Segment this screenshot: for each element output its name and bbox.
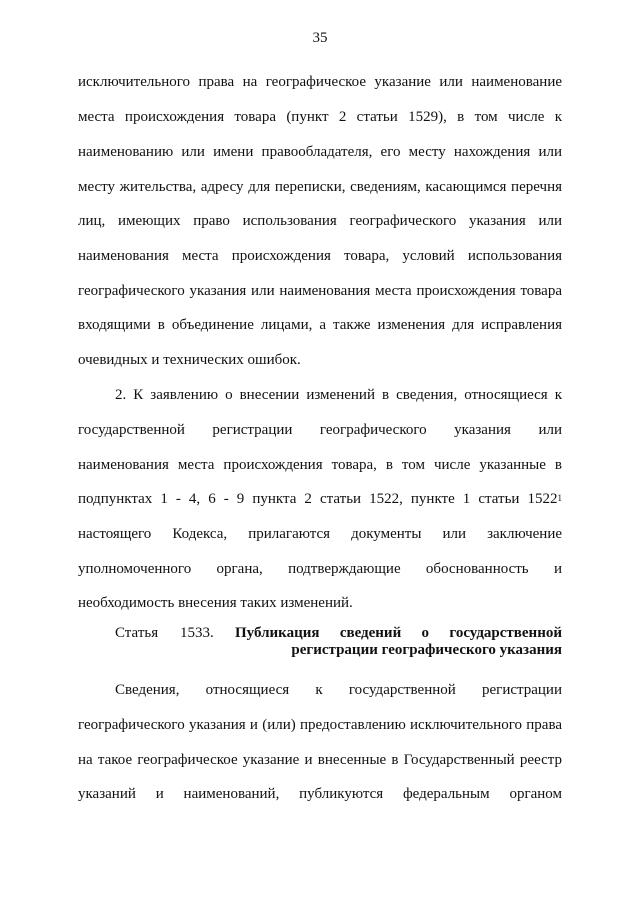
superscript: 1 (557, 493, 562, 503)
article-label: Статья (115, 625, 159, 641)
paragraph-line: лиц, имеющих право использования географического указания или (78, 213, 562, 229)
paragraph-line: очевидных и технических ошибок. (78, 352, 301, 368)
paragraph-line: входящими в объединение лицами, а также изменения для исправления (78, 317, 562, 333)
paragraph-line: уполномоченного органа, подтверждающие обоснованность и (78, 561, 562, 577)
paragraph-line: необходимость внесения таких изменений. (78, 595, 353, 611)
paragraph-line: географического указания и (или) предоставлению исключительного права (78, 717, 562, 733)
paragraph-line: Сведения, относящиеся к государственной регистрации (115, 682, 562, 698)
paragraph-line: на такое географическое указание и внесенные в Государственный реестр (78, 752, 562, 768)
paragraph-line: исключительного права на географическое указание или наименование (78, 74, 562, 90)
paragraph-line: государственной регистрации географического указания или (78, 422, 562, 438)
paragraph-line: места происхождения товара (пункт 2 статьи 1529), в том числе к (78, 109, 562, 125)
article-number: 1533. (180, 625, 214, 641)
article-title-line-2: регистрации географического указания (291, 642, 562, 658)
line-text: подпунктах 1 - 4, 6 - 9 пункта 2 статьи 1522, пункте 1 статьи 1522 (78, 491, 558, 507)
page-number: 35 (312, 30, 328, 46)
paragraph-line: географического указания или наименования места происхождения товара (78, 283, 562, 299)
paragraph-line: наименованию или имени правообладателя, его месту нахождения или (78, 144, 562, 160)
paragraph-line: указаний и наименований, публикуются федеральным органом (78, 786, 562, 802)
paragraph-line-with-superscript (78, 489, 562, 509)
article-title-line-1: Публикация сведений о государственной (235, 625, 562, 641)
paragraph-line: наименования места происхождения товара, в том числе указанные в (78, 457, 562, 473)
paragraph-line: наименования места происхождения товара, условий использования (78, 248, 562, 264)
paragraph-line: месту жительства, адресу для переписки, сведениям, касающимся перечня (78, 179, 562, 195)
paragraph-line: 2. К заявлению о внесении изменений в сведения, относящиеся к (115, 387, 562, 403)
paragraph-line: настоящего Кодекса, прилагаются документы или заключение (78, 526, 562, 542)
